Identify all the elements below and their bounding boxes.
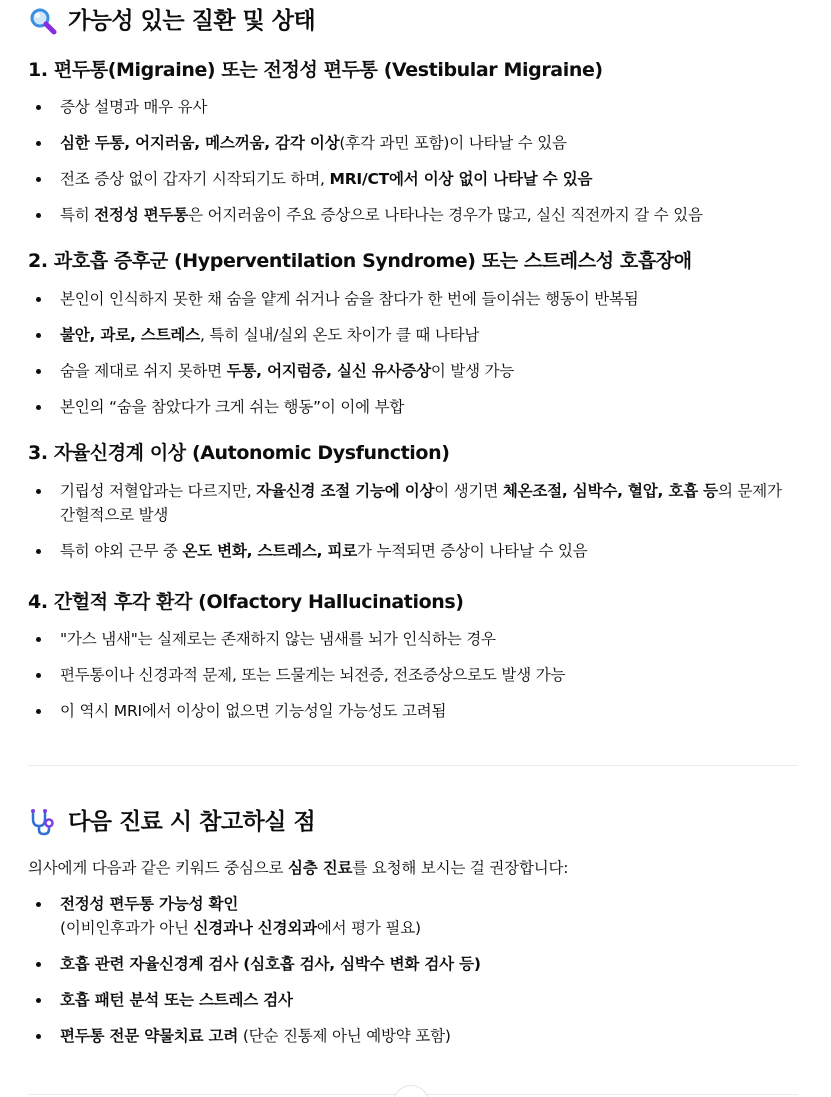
text-run: 본인의 “숨을 참았다가 크게 쉬는 행동”이 이에 부합	[60, 398, 405, 416]
bullet-list-recommendations	[28, 892, 798, 1060]
subsection-heading-autonomic: 3. 자율신경계 이상 (Autonomic Dysfunction)	[28, 442, 450, 464]
subsection-heading-hyperventilation: 2. 과호흡 증후군 (Hyperventilation Syndrome) 또는 스트레스성 호흡장애	[28, 250, 692, 272]
section-title-text: 다음 진료 시 참고하실 점	[68, 809, 316, 835]
text-run: (후각 과민 포함)이 나타날 수 있음	[339, 134, 567, 152]
list-item	[28, 627, 798, 663]
text-run: 이 발생 가능	[430, 362, 515, 380]
text-run: 전조 증상 없이 갑자기 시작되기도 하며,	[60, 170, 330, 188]
bullet-list-migraine	[28, 95, 798, 239]
list-item	[28, 988, 798, 1024]
list-item	[28, 359, 798, 395]
text-run: , 특히 실내/실외 온도 차이가 클 때 나타남	[199, 326, 480, 344]
list-item	[28, 952, 798, 988]
text-run: 에서 평가 필요)	[316, 919, 421, 937]
bold-text-run: 전정성 편두통	[94, 206, 189, 224]
bold-text-run: 체온조절, 심박수, 혈압, 호흡 등	[502, 482, 718, 500]
bold-text-run: 심한 두통, 어지러움, 메스꺼움, 감각 이상	[60, 134, 340, 152]
bold-text-run: 신경과나 신경외과	[193, 919, 317, 937]
bold-text-run: MRI/CT에서 이상 없이 나타날 수 있음	[329, 170, 593, 188]
text-run: (단순 진통제 아닌 예방약 포함)	[238, 1027, 451, 1045]
list-item	[28, 663, 798, 699]
stethoscope-icon	[28, 807, 58, 837]
bullet-list-hyperventilation	[28, 287, 798, 431]
subsection-heading-olfactory: 4. 간헐적 후각 환각 (Olfactory Hallucinations)	[28, 591, 464, 613]
section-title-text: 가능성 있는 질환 및 상태	[68, 8, 316, 34]
text-run: 증상 설명과 매우 유사	[60, 98, 208, 116]
text-run: 를 요청해 보시는 걸 권장합니다:	[352, 859, 569, 877]
list-item	[28, 167, 798, 203]
bullet-list-autonomic	[28, 479, 798, 575]
bold-text-run: 온도 변화, 스트레스, 피로	[182, 542, 358, 560]
bold-text-run: 심층 진료	[288, 859, 353, 877]
list-item	[28, 203, 798, 239]
text-run: 이 역시 MRI에서 이상이 없으면 기능성일 가능성도 고려됨	[60, 702, 447, 720]
list-item	[28, 323, 798, 359]
subsection-heading-migraine: 1. 편두통(Migraine) 또는 전정성 편두통 (Vestibular Migraine)	[28, 59, 603, 81]
list-item	[28, 395, 798, 431]
text-run: 편두통이나 신경과적 문제, 또는 드물게는 뇌전증, 전조증상으로도 발생 가능	[60, 666, 566, 684]
section-title-next-visit	[28, 807, 315, 837]
list-item	[28, 287, 798, 323]
bold-text-run: 자율신경 조절 기능에 이상	[256, 482, 435, 500]
bold-text-run: 불안, 과로, 스트레스	[60, 326, 200, 344]
text-run: 본인이 인식하지 못한 채 숨을 얕게 쉬거나 숨을 참다가 한 번에 들이쉬는 행동이 반복됨	[60, 290, 639, 308]
list-item	[28, 892, 798, 952]
divider	[28, 765, 798, 766]
text-run: 의 문제가 간헐적으로 발생	[60, 482, 782, 524]
text-run: 특히 야외 근무 중	[60, 542, 183, 560]
bold-text-run: 호흡 패턴 분석 또는 스트레스 검사	[60, 991, 293, 1009]
text-run: 기립성 저혈압과는 다르지만,	[60, 482, 257, 500]
text-run: "가스 냄새"는 실제로는 존재하지 않는 냄새를 뇌가 인식하는 경우	[60, 630, 496, 648]
list-item	[28, 699, 798, 735]
text-run: 가 누적되면 증상이 나타날 수 있음	[357, 542, 588, 560]
list-item	[28, 479, 798, 539]
list-item	[28, 131, 798, 167]
bold-text-run: 두통, 어지럼증, 실신 유사증상	[226, 362, 431, 380]
text-run: 은 어지러움이 주요 증상으로 나타나는 경우가 많고, 실신 직전까지 갈 수 있음	[188, 206, 703, 224]
text-run: 숨을 제대로 쉬지 못하면	[60, 362, 227, 380]
intro-paragraph	[28, 856, 568, 880]
magnifying-glass-icon	[28, 6, 58, 36]
scroll-to-bottom-button[interactable]	[393, 1085, 429, 1097]
bold-text-run: 호흡 관련 자율신경계 검사 (심호흡 검사, 심박수 변화 검사 등)	[60, 955, 481, 973]
text-run: (이비인후과가 아닌	[60, 919, 194, 937]
list-item	[28, 539, 798, 575]
bullet-list-olfactory	[28, 627, 798, 735]
list-item	[28, 95, 798, 131]
bold-text-run: 편두통 전문 약물치료 고려	[60, 1027, 239, 1045]
text-run: 의사에게 다음과 같은 키워드 중심으로	[28, 859, 289, 877]
text-run: 특히	[60, 206, 95, 224]
section-title-possible-conditions	[28, 6, 315, 36]
text-run: 이 생기면	[434, 482, 503, 500]
bold-text-run: 전정성 편두통 가능성 확인	[60, 895, 239, 913]
list-item	[28, 1024, 798, 1060]
